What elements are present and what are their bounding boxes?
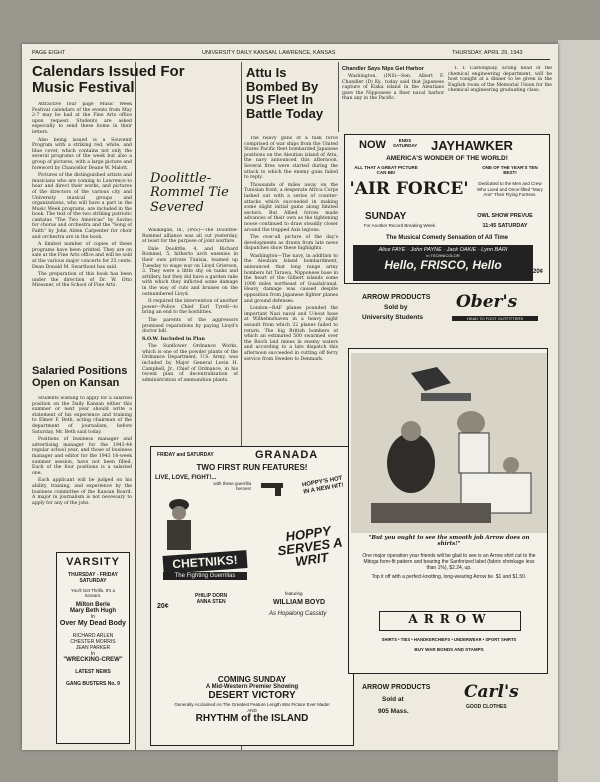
- jayhawker-name: JAYHAWKER: [431, 138, 513, 153]
- calendars-para: The preparation of this book has been under the direction of Dr. W. Otto Miessner, of the School of Fine Arts.: [32, 272, 132, 289]
- chetniks-tagline: LIVE, LOVE, FIGHT!...: [155, 475, 217, 481]
- page-number: PAGE EIGHT: [32, 50, 66, 56]
- and-label: AND: [247, 708, 257, 713]
- doolittle-para: Waukegan, Ill., (INS)—The Doolittle-Rommel alliance was all cut yesterday, at least for the purpose of joint warfare.: [142, 228, 238, 245]
- granada-coming: [151, 675, 353, 724]
- doolittle-para: The parents of the aggressors promised reparations by paying Lloyd's doctor bill.: [142, 317, 238, 335]
- frisco-title: Hello, FRISCO, Hello: [384, 258, 502, 272]
- chandler-body: [342, 74, 444, 102]
- chetniks-cast-name: ANNA STEN: [196, 599, 226, 605]
- chandler-para: Washington, (INS)—Sen. Albert F. Chandler (D) Ky., today said that Japanese capture of Kiska island in the Aleutians gave the Nipponese a finer naval harbor than any in the Pacific.: [342, 74, 444, 102]
- jayhawker-ad: [344, 134, 550, 284]
- paper-name: UNIVERSITY DAILY KANSAN, LAWRENCE, KANSAS: [202, 50, 336, 56]
- rhythm-title: RHYTHM of the ISLAND: [195, 713, 309, 724]
- varsity-serial: GANG BUSTERS No. 9: [66, 681, 120, 687]
- chetniks-title: CHETNIKS!: [162, 550, 247, 574]
- varsity-in: In: [90, 614, 96, 620]
- owl-show: OWL SHOW PREVUE: [477, 213, 533, 219]
- calendars-article: [32, 64, 222, 96]
- frisco-technicolor: in TECHNICOLOR: [426, 253, 460, 258]
- obers-logo: Ober's: [456, 292, 518, 312]
- frisco-banner: [353, 245, 533, 281]
- salaried-para: Students wishing to apply for a salaried position on the Daily Kansan either this summer or next year should write a statement of his experience and training to Elmer F. Beth, acting chairman of the department of journalism, before Saturday, Mr. Beth said today.: [32, 396, 132, 435]
- jayhawker-wonder: AMERICA'S WONDER OF THE WORLD!: [386, 155, 508, 162]
- carls-sold: Sold at: [382, 696, 404, 703]
- attu-para: Washington—The navy, in addition to the Aleutian Island bombardment, announced that long range army bombers hit Tarawa, Nipponese base in the heart of the Gilbert islands some 1000 miles northeast of Guadalcanal. Heavy damage was caused despite opposition from Japanese fighter planes and ground defenses.: [244, 253, 338, 304]
- arrow-para: One major operation your friends will be glad to see is an Arrow shirt cut to the Mitoga form-fit pattern and bearing the Sanforized label (fabric shrinkage less than 1%), $2.24, up.: [362, 553, 536, 572]
- varsity-cast: Mary Beth Hugh: [69, 608, 116, 614]
- owl-time: 11:45 SATURDAY: [482, 223, 528, 229]
- varsity-title: Over My Dead Body: [59, 620, 127, 627]
- pistol-icon: [259, 477, 289, 497]
- granada-days: FRIDAY and SATURDAY: [157, 452, 214, 458]
- column-rule-1: [135, 62, 136, 750]
- newspaper-page: [22, 44, 558, 750]
- doolittle-article: [150, 172, 238, 215]
- varsity-cast: CHESTER MORRIS: [70, 639, 116, 645]
- hoppy-character: As Hopalong Cassidy: [269, 611, 327, 617]
- coming-sunday: COMING SUNDAY: [217, 675, 287, 684]
- carls-ad: [348, 680, 548, 744]
- carls-tag: GOOD CLOTHES: [466, 704, 507, 710]
- varsity-title2: "WRECKING-CREW": [63, 657, 123, 663]
- jayhawker-sunday: SUNDAY: [365, 211, 407, 222]
- sow-head: S.O.W. Included in Plan: [142, 335, 205, 342]
- arrow-caption: "But you ought to see the smooth job Arrow does on shirts!": [368, 535, 530, 547]
- chetniks-cast-name: PHILIP DORN: [195, 593, 228, 599]
- varsity-in: In: [90, 651, 96, 657]
- calendars-para: Also being issued is a Souvenir Program with a striking red, white, and blue cover, which contains not only the several programs of the week but also a group of pictures, with a large picture and foreword by Chancellor Deane W. Malott.: [32, 137, 132, 171]
- calendars-para: Attractive four page Music Week Festival calendars of the events from May 2-7 may be had at the Fine Arts office upon request. Students are asked especially to send these home in their letters.: [32, 102, 132, 135]
- varsity-news: LATEST NEWS: [75, 669, 111, 675]
- frisco-price: 20¢: [533, 269, 544, 275]
- doolittle-para: It required the intervention of another power—Police Chief Earl Tyrell—to bring an end to the hostilities.: [142, 299, 238, 316]
- obers-tag: HEAD TO FOOT OUTFITTERS: [452, 316, 538, 321]
- doolittle-body: [142, 228, 238, 436]
- calendars-body: [32, 102, 132, 360]
- varsity-days: THURSDAY - FRIDAY: [68, 572, 118, 578]
- attu-para: Thousands of miles away on the Tunisian front, a desperate Africa Corps lashed out with a series of counter-attacks which succeeded in making some slight initial gains along limited sectors. But Allied forces made advances of their own as the tightening noose continued to draw steadily closer around the trapped Axis legions.: [244, 182, 338, 233]
- doolittle-para: Dale Doolittle, 4, and Richard Rommel, 5, hitherto arch enemies in their own private Tunisia, teamed up Tuesday to wage war on Lloyd Grierson, 3. They were a little shy on tanks and artillery, but they did have a garden rake with which they inflicted some damage in the way of cuts and bruises on the outnumbered Lloyd.: [142, 246, 238, 297]
- doolittle-para: The Sunflower Ordnance Works, which is one of the powder plants of the Ordnance Department, U.S. Army, was included by Major General Levin H. Campbell, Jr., Chief of Ordnance, in his recent plan of decentralization of administration of ammunition plants.: [142, 344, 238, 383]
- hoppy-tagline: HOPPY'S HOT IN A NEW HIT!: [301, 475, 345, 496]
- granada-name: GRANADA: [255, 449, 319, 461]
- jayhawker-thrill: ALL THAT A GREAT PICTURE CAN BE!: [354, 165, 418, 175]
- obers-sold: Sold by: [384, 304, 408, 311]
- attu-article: [246, 66, 338, 121]
- desert-victory-acclaim: Generally Acclaimed As The Greatest Feature Length War Picture Ever Made!: [174, 702, 330, 707]
- varsity-thrills: You'll Get Thrills. It's a Scream.: [71, 588, 115, 598]
- attu-body: [244, 136, 338, 442]
- obers-arrow: ARROW PRODUCTS: [362, 294, 431, 301]
- arrow-brand: ARROW: [379, 611, 521, 631]
- soldier-illustration: [159, 493, 199, 553]
- calendars-headline: Calendars Issued For Music Festival: [32, 64, 185, 96]
- chetniks-poster: [155, 475, 251, 657]
- attu-headline: Attu Is Bombed By US Fleet In Battle Today: [246, 66, 324, 121]
- arrow-body: [361, 553, 537, 582]
- salaried-para: Positions of business manager and advertising manager for the 1943-44 regular school year, and those of business manager and editor for the 1943 16-week summer session, have not been filled. Each of the four positions is a salaried one.: [32, 437, 132, 476]
- hoppy-star: WILLIAM BOYD: [273, 599, 326, 606]
- hoppy-poster: [255, 475, 349, 657]
- varsity-cast: Milton Berle: [75, 602, 111, 608]
- calendars-para: A limited number of copies of these programs have been printed. They are on sale at the Fine Arts office and will be sold at the various major concerts for 25 cents. Dean Donald M. Swarthout has said.: [32, 242, 132, 270]
- air-force-title: 'AIR FORCE': [349, 179, 469, 199]
- salaried-para: Each applicant will be judged on his ability, training, and experience by the business committee of the Kansan Board. A major in journalism is not necessary to apply for any of the jobs.: [32, 478, 132, 506]
- granada-features: TWO FIRST RUN FEATURES!: [196, 463, 308, 472]
- jayhawker-sunday-sub: For Another Record Breaking Week.: [363, 223, 437, 228]
- header-rule: [30, 59, 550, 60]
- chetniks-cast: [195, 593, 227, 605]
- hoppy-featuring: featuring: [285, 591, 303, 596]
- salaried-article: [32, 366, 134, 389]
- jayhawker-now: NOW: [359, 139, 386, 151]
- salaried-headline: Salaried Positions Open on Kansan: [32, 366, 128, 389]
- column-rule-3: [338, 62, 339, 132]
- calendars-para: Pictures of the distinguished artists and musicians who are coming to Lawrence to hear and direct their works, and pictures of the directors of the various city and University musical groups and organizations, who will have a part in the Music Week programs, are included in the book. The text of the two striking patriotic cantatas "The Two Americas" by Savino for chorus and orchestra and the "Song of Faith" by John Alden Carpenter for choir and orchestra are in the book.: [32, 173, 132, 240]
- arrow-para: Top it off with a perfect-knotting, long-wearing Arrow tie. $1 and $1.50.: [371, 573, 527, 580]
- premier-showing: A Mid-Western Premier Showing: [205, 684, 299, 690]
- varsity-ad: [56, 552, 130, 744]
- jayhawker-ends: ENDS SATURDAY: [393, 138, 418, 148]
- obers-univ: University Students: [362, 314, 424, 321]
- page-date: THURSDAY, APRIL 29, 1943: [452, 50, 523, 56]
- binder-edge: [558, 40, 600, 782]
- jayhawker-dedication: Dedicated to the Men and Crew Who Lived and Once-lifted "Mary Ann" Their Flying Fortress.: [477, 181, 543, 197]
- musical-sensation: The Musical Comedy Sensation of All Time: [385, 235, 509, 241]
- arrow-bonds: BUY WAR BONDS AND STAMPS: [414, 647, 484, 652]
- chandler-article: [342, 66, 444, 104]
- chandler-headline: Chandler Says Nips Get Harbor: [342, 66, 424, 72]
- hoppy-title: HOPPY SERVES A WRIT: [276, 523, 344, 570]
- carls-arrow: ARROW PRODUCTS: [362, 684, 431, 691]
- attu-para: London—RAF planes pounded the important Nazi naval and U-boat base at Wilhelmshaven in a heavy night assault from which 22 planes failed to return. The big British bombers of which an estimated 500 swarmed over the Reich laid mines in enemy waters and according to a late dispatch this afternoon succeeded in cutting off ferry service from Sweden to Denmark.: [244, 306, 338, 362]
- varsity-cast: RICHARD ARLEN: [72, 633, 114, 639]
- carls-logo: Carl's: [464, 682, 519, 702]
- castonguay-para: T. T. Castonguay, acting head of the chemical engineering department, will be host tonight at a dinner to be given in the English room of the Memorial Union for the chemical engineering graduating class.: [448, 66, 552, 94]
- arrow-ad: [348, 348, 548, 674]
- jayhawker-oneof: ONE OF THE YEAR'S TEN BEST!: [482, 165, 538, 175]
- salaried-body: [32, 396, 132, 548]
- desert-victory-title: DESERT VICTORY: [208, 690, 296, 701]
- attu-para: The over-all picture of the day's developments as drawn from late news dispatches show these highlights.: [244, 235, 338, 252]
- varsity-day2: SATURDAY: [79, 578, 107, 584]
- doolittle-headline: Doolittle-Rommel Tie Severed: [150, 172, 229, 215]
- attu-para: The heavy guns of a task force comprised of war ships from the United States Pacific fleet bombarded Japanese positions on the Aleutian island of Attu, the navy announced this afternoon. Several fires were started during the attack to which the enemy guns failed to reply.: [244, 136, 338, 181]
- chetniks-subtag: with these guerrilla heroes!: [213, 481, 251, 491]
- obers-ad: [348, 290, 548, 350]
- carls-addr: 905 Mass.: [378, 708, 409, 715]
- hospital-illustration: [351, 353, 547, 533]
- chetniks-subtitle: The Fighting Guerrillas: [163, 572, 247, 580]
- arrow-items: SHIRTS • TIES • HANDKERCHIEFS • UNDERWEAR • SPORT SHIRTS: [381, 637, 517, 642]
- varsity-name: VARSITY: [66, 556, 120, 568]
- varsity-cast: JEAN PARKER: [75, 645, 111, 651]
- granada-ad: [150, 446, 354, 746]
- castonguay-article: [448, 66, 552, 128]
- chetniks-price: 20¢: [157, 603, 169, 610]
- frisco-stars: Alice FAYE · John PAYNE · Jack OAKIE · Lynn BARI: [378, 247, 508, 253]
